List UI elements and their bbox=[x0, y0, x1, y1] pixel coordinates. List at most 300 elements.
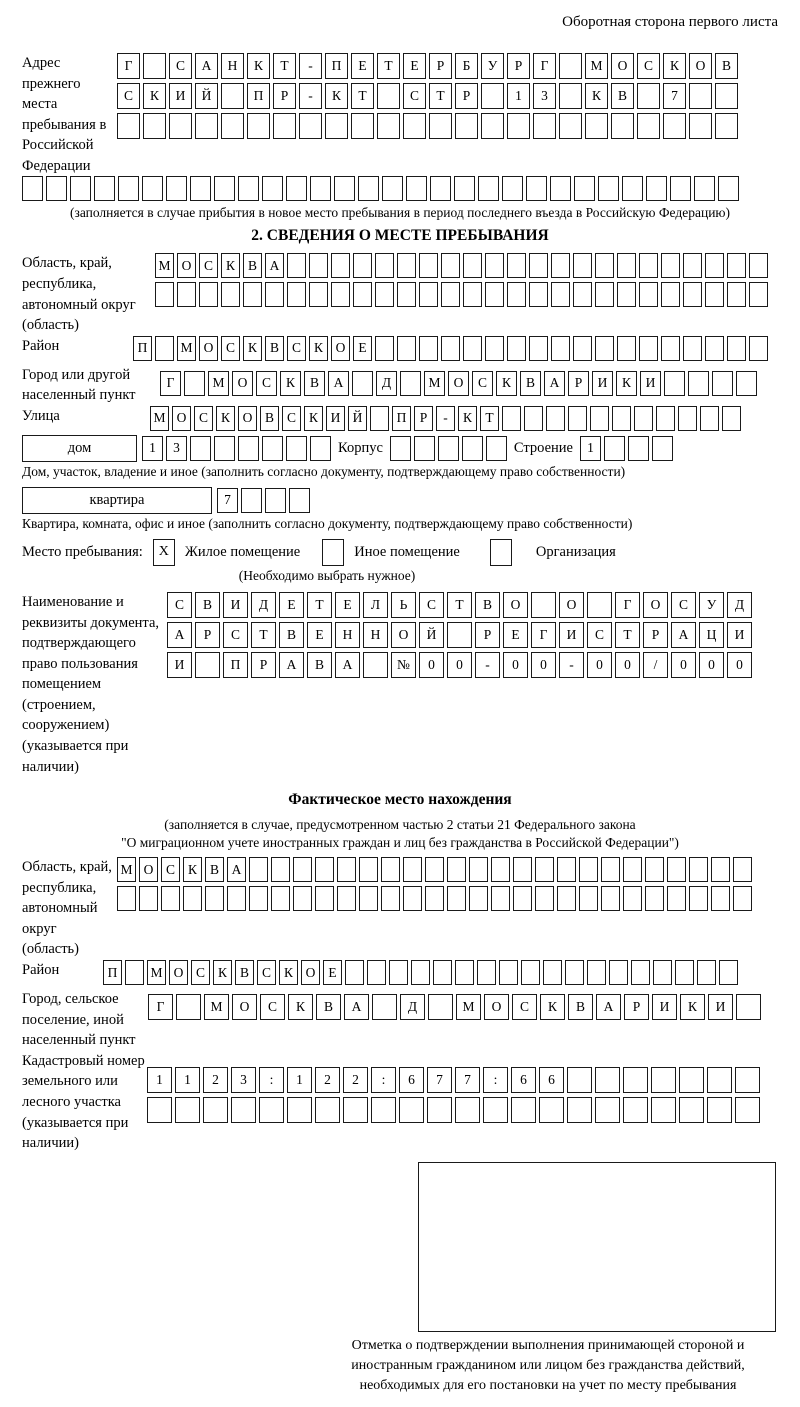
char-cell[interactable] bbox=[117, 113, 140, 139]
char-cell[interactable] bbox=[352, 371, 373, 396]
char-cell[interactable] bbox=[529, 282, 548, 307]
char-cell[interactable]: П bbox=[133, 336, 152, 361]
char-cell[interactable] bbox=[661, 253, 680, 278]
char-cell[interactable]: Е bbox=[279, 592, 304, 618]
char-cell[interactable] bbox=[483, 1097, 508, 1123]
char-cell[interactable] bbox=[463, 282, 482, 307]
char-cell[interactable] bbox=[694, 176, 715, 201]
char-cell[interactable]: А bbox=[328, 371, 349, 396]
char-cell[interactable]: С bbox=[637, 53, 660, 79]
char-cell[interactable] bbox=[441, 282, 460, 307]
char-cell[interactable]: В bbox=[520, 371, 541, 396]
char-cell[interactable] bbox=[139, 886, 158, 911]
other-premises-checkbox[interactable] bbox=[322, 539, 344, 566]
char-cell[interactable] bbox=[749, 336, 768, 361]
char-cell[interactable] bbox=[46, 176, 67, 201]
char-cell[interactable]: К bbox=[458, 406, 477, 431]
char-cell[interactable] bbox=[507, 113, 530, 139]
char-cell[interactable] bbox=[639, 282, 658, 307]
char-cell[interactable] bbox=[94, 176, 115, 201]
char-cell[interactable] bbox=[667, 857, 686, 882]
char-cell[interactable] bbox=[221, 113, 244, 139]
char-cell[interactable] bbox=[462, 436, 483, 461]
char-cell[interactable]: К bbox=[243, 336, 262, 361]
char-cell[interactable] bbox=[559, 53, 582, 79]
char-cell[interactable] bbox=[683, 336, 702, 361]
char-cell[interactable]: О bbox=[169, 960, 188, 985]
char-cell[interactable] bbox=[271, 857, 290, 882]
char-cell[interactable] bbox=[469, 857, 488, 882]
char-cell[interactable] bbox=[679, 1097, 704, 1123]
char-cell[interactable] bbox=[579, 857, 598, 882]
char-cell[interactable] bbox=[595, 253, 614, 278]
char-cell[interactable] bbox=[334, 176, 355, 201]
char-cell[interactable]: - bbox=[475, 652, 500, 678]
char-cell[interactable] bbox=[711, 886, 730, 911]
char-cell[interactable] bbox=[727, 282, 746, 307]
char-cell[interactable] bbox=[125, 960, 144, 985]
char-cell[interactable]: С bbox=[472, 371, 493, 396]
char-cell[interactable]: С bbox=[191, 960, 210, 985]
char-cell[interactable] bbox=[507, 253, 526, 278]
char-cell[interactable] bbox=[169, 113, 192, 139]
char-cell[interactable]: В bbox=[307, 652, 332, 678]
char-cell[interactable] bbox=[623, 857, 642, 882]
char-cell[interactable]: 1 bbox=[142, 436, 163, 461]
char-cell[interactable]: 1 bbox=[147, 1067, 172, 1093]
char-cell[interactable] bbox=[557, 886, 576, 911]
char-cell[interactable] bbox=[382, 176, 403, 201]
char-cell[interactable] bbox=[249, 886, 268, 911]
char-cell[interactable] bbox=[567, 1097, 592, 1123]
char-cell[interactable] bbox=[455, 1097, 480, 1123]
char-cell[interactable]: И bbox=[326, 406, 345, 431]
char-cell[interactable] bbox=[481, 83, 504, 109]
char-cell[interactable] bbox=[623, 1097, 648, 1123]
char-cell[interactable] bbox=[675, 960, 694, 985]
char-cell[interactable] bbox=[331, 282, 350, 307]
char-cell[interactable]: О bbox=[484, 994, 509, 1020]
char-cell[interactable]: Д bbox=[727, 592, 752, 618]
char-cell[interactable] bbox=[551, 253, 570, 278]
char-cell[interactable] bbox=[22, 176, 43, 201]
char-cell[interactable]: М bbox=[155, 253, 174, 278]
char-cell[interactable] bbox=[310, 436, 331, 461]
char-cell[interactable]: Д bbox=[251, 592, 276, 618]
char-cell[interactable] bbox=[287, 253, 306, 278]
char-cell[interactable] bbox=[259, 1097, 284, 1123]
char-cell[interactable] bbox=[155, 336, 174, 361]
char-cell[interactable]: Г bbox=[531, 622, 556, 648]
char-cell[interactable]: Т bbox=[377, 53, 400, 79]
char-cell[interactable]: Т bbox=[351, 83, 374, 109]
char-cell[interactable] bbox=[195, 652, 220, 678]
char-cell[interactable] bbox=[653, 960, 672, 985]
char-cell[interactable] bbox=[299, 113, 322, 139]
char-cell[interactable]: И bbox=[167, 652, 192, 678]
char-cell[interactable] bbox=[663, 113, 686, 139]
char-cell[interactable]: К bbox=[325, 83, 348, 109]
char-cell[interactable] bbox=[273, 113, 296, 139]
char-cell[interactable]: О bbox=[199, 336, 218, 361]
char-cell[interactable] bbox=[735, 1097, 760, 1123]
char-cell[interactable]: : bbox=[259, 1067, 284, 1093]
char-cell[interactable] bbox=[700, 406, 719, 431]
char-cell[interactable]: О bbox=[177, 253, 196, 278]
char-cell[interactable] bbox=[414, 436, 435, 461]
char-cell[interactable] bbox=[161, 886, 180, 911]
char-cell[interactable] bbox=[661, 282, 680, 307]
char-cell[interactable]: 3 bbox=[231, 1067, 256, 1093]
char-cell[interactable] bbox=[486, 436, 507, 461]
char-cell[interactable] bbox=[579, 886, 598, 911]
char-cell[interactable] bbox=[441, 336, 460, 361]
char-cell[interactable]: С bbox=[221, 336, 240, 361]
char-cell[interactable]: Р bbox=[475, 622, 500, 648]
char-cell[interactable] bbox=[271, 886, 290, 911]
char-cell[interactable] bbox=[546, 406, 565, 431]
char-cell[interactable] bbox=[689, 886, 708, 911]
char-cell[interactable]: К bbox=[304, 406, 323, 431]
char-cell[interactable]: И bbox=[640, 371, 661, 396]
char-cell[interactable] bbox=[117, 886, 136, 911]
char-cell[interactable]: К bbox=[280, 371, 301, 396]
char-cell[interactable] bbox=[455, 113, 478, 139]
char-cell[interactable] bbox=[337, 857, 356, 882]
char-cell[interactable] bbox=[265, 282, 284, 307]
char-cell[interactable] bbox=[543, 960, 562, 985]
char-cell[interactable] bbox=[397, 336, 416, 361]
char-cell[interactable] bbox=[707, 1067, 732, 1093]
char-cell[interactable] bbox=[705, 336, 724, 361]
char-cell[interactable]: Г bbox=[615, 592, 640, 618]
char-cell[interactable]: 2 bbox=[203, 1067, 228, 1093]
char-cell[interactable]: Т bbox=[429, 83, 452, 109]
char-cell[interactable] bbox=[359, 857, 378, 882]
char-cell[interactable]: Р bbox=[568, 371, 589, 396]
char-cell[interactable] bbox=[353, 253, 372, 278]
char-cell[interactable] bbox=[573, 336, 592, 361]
char-cell[interactable] bbox=[521, 960, 540, 985]
char-cell[interactable]: К bbox=[279, 960, 298, 985]
char-cell[interactable] bbox=[715, 83, 738, 109]
char-cell[interactable] bbox=[238, 176, 259, 201]
char-cell[interactable]: А bbox=[596, 994, 621, 1020]
char-cell[interactable] bbox=[485, 282, 504, 307]
char-cell[interactable] bbox=[585, 113, 608, 139]
char-cell[interactable] bbox=[419, 253, 438, 278]
char-cell[interactable]: С bbox=[257, 960, 276, 985]
char-cell[interactable] bbox=[601, 857, 620, 882]
char-cell[interactable] bbox=[667, 886, 686, 911]
char-cell[interactable]: М bbox=[424, 371, 445, 396]
char-cell[interactable]: Т bbox=[480, 406, 499, 431]
char-cell[interactable]: А bbox=[671, 622, 696, 648]
char-cell[interactable]: О bbox=[232, 371, 253, 396]
char-cell[interactable]: Д bbox=[376, 371, 397, 396]
char-cell[interactable] bbox=[646, 176, 667, 201]
char-cell[interactable] bbox=[397, 282, 416, 307]
char-cell[interactable] bbox=[411, 960, 430, 985]
char-cell[interactable]: К bbox=[663, 53, 686, 79]
char-cell[interactable] bbox=[637, 113, 660, 139]
char-cell[interactable] bbox=[477, 960, 496, 985]
char-cell[interactable]: О bbox=[559, 592, 584, 618]
char-cell[interactable]: Т bbox=[447, 592, 472, 618]
char-cell[interactable]: О bbox=[391, 622, 416, 648]
char-cell[interactable] bbox=[683, 253, 702, 278]
char-cell[interactable] bbox=[441, 253, 460, 278]
char-cell[interactable] bbox=[231, 1097, 256, 1123]
char-cell[interactable]: Г bbox=[160, 371, 181, 396]
char-cell[interactable]: Е bbox=[323, 960, 342, 985]
char-cell[interactable] bbox=[718, 176, 739, 201]
char-cell[interactable] bbox=[262, 176, 283, 201]
char-cell[interactable]: С bbox=[199, 253, 218, 278]
char-cell[interactable]: 0 bbox=[615, 652, 640, 678]
char-cell[interactable] bbox=[190, 436, 211, 461]
char-cell[interactable] bbox=[241, 488, 262, 513]
char-cell[interactable] bbox=[535, 886, 554, 911]
char-cell[interactable]: Е bbox=[307, 622, 332, 648]
char-cell[interactable] bbox=[345, 960, 364, 985]
char-cell[interactable] bbox=[491, 857, 510, 882]
char-cell[interactable]: А bbox=[167, 622, 192, 648]
char-cell[interactable]: К bbox=[213, 960, 232, 985]
char-cell[interactable] bbox=[559, 113, 582, 139]
char-cell[interactable]: А bbox=[544, 371, 565, 396]
char-cell[interactable] bbox=[481, 113, 504, 139]
char-cell[interactable] bbox=[425, 857, 444, 882]
char-cell[interactable] bbox=[175, 1097, 200, 1123]
char-cell[interactable] bbox=[199, 282, 218, 307]
char-cell[interactable]: К bbox=[221, 253, 240, 278]
char-cell[interactable] bbox=[617, 253, 636, 278]
char-cell[interactable] bbox=[623, 886, 642, 911]
char-cell[interactable] bbox=[634, 406, 653, 431]
char-cell[interactable] bbox=[749, 253, 768, 278]
char-cell[interactable] bbox=[221, 282, 240, 307]
char-cell[interactable]: О bbox=[448, 371, 469, 396]
char-cell[interactable] bbox=[511, 1097, 536, 1123]
char-cell[interactable] bbox=[507, 282, 526, 307]
char-cell[interactable] bbox=[524, 406, 543, 431]
char-cell[interactable] bbox=[557, 857, 576, 882]
char-cell[interactable] bbox=[419, 282, 438, 307]
char-cell[interactable] bbox=[221, 83, 244, 109]
char-cell[interactable]: 0 bbox=[587, 652, 612, 678]
char-cell[interactable]: - bbox=[559, 652, 584, 678]
char-cell[interactable]: О bbox=[172, 406, 191, 431]
char-cell[interactable] bbox=[733, 886, 752, 911]
char-cell[interactable] bbox=[403, 113, 426, 139]
char-cell[interactable]: О bbox=[689, 53, 712, 79]
char-cell[interactable]: М bbox=[147, 960, 166, 985]
char-cell[interactable] bbox=[670, 176, 691, 201]
char-cell[interactable]: 1 bbox=[175, 1067, 200, 1093]
char-cell[interactable]: Ц bbox=[699, 622, 724, 648]
char-cell[interactable]: Й bbox=[419, 622, 444, 648]
char-cell[interactable] bbox=[227, 886, 246, 911]
char-cell[interactable]: С bbox=[223, 622, 248, 648]
char-cell[interactable]: В bbox=[475, 592, 500, 618]
char-cell[interactable] bbox=[533, 113, 556, 139]
char-cell[interactable] bbox=[381, 857, 400, 882]
char-cell[interactable] bbox=[539, 1097, 564, 1123]
char-cell[interactable] bbox=[595, 336, 614, 361]
char-cell[interactable] bbox=[705, 282, 724, 307]
char-cell[interactable]: № bbox=[391, 652, 416, 678]
char-cell[interactable]: О bbox=[238, 406, 257, 431]
char-cell[interactable]: И bbox=[223, 592, 248, 618]
char-cell[interactable] bbox=[502, 176, 523, 201]
char-cell[interactable]: 6 bbox=[399, 1067, 424, 1093]
char-cell[interactable]: 7 bbox=[217, 488, 238, 513]
char-cell[interactable] bbox=[377, 113, 400, 139]
char-cell[interactable] bbox=[551, 336, 570, 361]
char-cell[interactable] bbox=[722, 406, 741, 431]
char-cell[interactable]: К bbox=[216, 406, 235, 431]
char-cell[interactable] bbox=[697, 960, 716, 985]
char-cell[interactable] bbox=[325, 113, 348, 139]
char-cell[interactable]: В bbox=[568, 994, 593, 1020]
char-cell[interactable] bbox=[375, 253, 394, 278]
char-cell[interactable] bbox=[727, 253, 746, 278]
char-cell[interactable] bbox=[377, 83, 400, 109]
char-cell[interactable] bbox=[736, 994, 761, 1020]
char-cell[interactable]: И bbox=[592, 371, 613, 396]
char-cell[interactable] bbox=[567, 1067, 592, 1093]
char-cell[interactable]: Р bbox=[251, 652, 276, 678]
char-cell[interactable] bbox=[609, 960, 628, 985]
char-cell[interactable] bbox=[372, 994, 397, 1020]
char-cell[interactable] bbox=[118, 176, 139, 201]
char-cell[interactable] bbox=[70, 176, 91, 201]
char-cell[interactable]: И bbox=[169, 83, 192, 109]
char-cell[interactable]: Н bbox=[335, 622, 360, 648]
char-cell[interactable] bbox=[623, 1067, 648, 1093]
char-cell[interactable]: - bbox=[299, 53, 322, 79]
char-cell[interactable] bbox=[559, 83, 582, 109]
char-cell[interactable] bbox=[454, 176, 475, 201]
char-cell[interactable]: Е bbox=[353, 336, 372, 361]
char-cell[interactable]: И bbox=[708, 994, 733, 1020]
char-cell[interactable] bbox=[184, 371, 205, 396]
char-cell[interactable]: Ь bbox=[391, 592, 416, 618]
char-cell[interactable]: М bbox=[208, 371, 229, 396]
char-cell[interactable]: С bbox=[587, 622, 612, 648]
char-cell[interactable] bbox=[595, 282, 614, 307]
char-cell[interactable] bbox=[433, 960, 452, 985]
char-cell[interactable]: Е bbox=[335, 592, 360, 618]
char-cell[interactable] bbox=[343, 1097, 368, 1123]
char-cell[interactable] bbox=[425, 886, 444, 911]
char-cell[interactable] bbox=[715, 113, 738, 139]
char-cell[interactable] bbox=[265, 488, 286, 513]
char-cell[interactable]: К bbox=[288, 994, 313, 1020]
char-cell[interactable]: Т bbox=[615, 622, 640, 648]
char-cell[interactable]: М bbox=[177, 336, 196, 361]
char-cell[interactable] bbox=[315, 857, 334, 882]
char-cell[interactable]: О bbox=[139, 857, 158, 882]
char-cell[interactable] bbox=[499, 960, 518, 985]
char-cell[interactable] bbox=[363, 652, 388, 678]
char-cell[interactable]: 0 bbox=[671, 652, 696, 678]
char-cell[interactable] bbox=[689, 113, 712, 139]
char-cell[interactable]: П bbox=[392, 406, 411, 431]
char-cell[interactable]: Е bbox=[503, 622, 528, 648]
char-cell[interactable] bbox=[143, 113, 166, 139]
char-cell[interactable]: А bbox=[265, 253, 284, 278]
organization-checkbox[interactable] bbox=[490, 539, 512, 566]
char-cell[interactable] bbox=[711, 857, 730, 882]
char-cell[interactable]: О bbox=[643, 592, 668, 618]
char-cell[interactable]: М bbox=[117, 857, 136, 882]
char-cell[interactable] bbox=[628, 436, 649, 461]
char-cell[interactable] bbox=[631, 960, 650, 985]
char-cell[interactable]: В bbox=[243, 253, 262, 278]
char-cell[interactable] bbox=[587, 960, 606, 985]
char-cell[interactable] bbox=[370, 406, 389, 431]
char-cell[interactable] bbox=[337, 886, 356, 911]
char-cell[interactable] bbox=[639, 253, 658, 278]
char-cell[interactable]: Г bbox=[148, 994, 173, 1020]
char-cell[interactable]: О bbox=[503, 592, 528, 618]
char-cell[interactable] bbox=[678, 406, 697, 431]
char-cell[interactable]: П bbox=[247, 83, 270, 109]
char-cell[interactable] bbox=[645, 886, 664, 911]
char-cell[interactable]: В bbox=[260, 406, 279, 431]
char-cell[interactable] bbox=[183, 886, 202, 911]
char-cell[interactable] bbox=[403, 857, 422, 882]
char-cell[interactable] bbox=[205, 886, 224, 911]
char-cell[interactable]: 1 bbox=[580, 436, 601, 461]
char-cell[interactable] bbox=[526, 176, 547, 201]
char-cell[interactable] bbox=[166, 176, 187, 201]
char-cell[interactable]: - bbox=[299, 83, 322, 109]
char-cell[interactable]: О bbox=[611, 53, 634, 79]
char-cell[interactable]: К bbox=[247, 53, 270, 79]
char-cell[interactable] bbox=[293, 857, 312, 882]
char-cell[interactable] bbox=[243, 282, 262, 307]
char-cell[interactable] bbox=[381, 886, 400, 911]
char-cell[interactable] bbox=[664, 371, 685, 396]
char-cell[interactable]: Е bbox=[403, 53, 426, 79]
char-cell[interactable]: С bbox=[169, 53, 192, 79]
char-cell[interactable]: 0 bbox=[447, 652, 472, 678]
char-cell[interactable] bbox=[651, 1067, 676, 1093]
char-cell[interactable] bbox=[617, 336, 636, 361]
char-cell[interactable] bbox=[661, 336, 680, 361]
char-cell[interactable] bbox=[447, 622, 472, 648]
char-cell[interactable] bbox=[438, 436, 459, 461]
char-cell[interactable] bbox=[601, 886, 620, 911]
char-cell[interactable]: И bbox=[559, 622, 584, 648]
char-cell[interactable] bbox=[551, 282, 570, 307]
char-cell[interactable]: 1 bbox=[507, 83, 530, 109]
char-cell[interactable] bbox=[428, 994, 453, 1020]
char-cell[interactable]: У bbox=[699, 592, 724, 618]
char-cell[interactable]: В bbox=[316, 994, 341, 1020]
char-cell[interactable]: М bbox=[150, 406, 169, 431]
char-cell[interactable]: С bbox=[287, 336, 306, 361]
char-cell[interactable]: Н bbox=[221, 53, 244, 79]
char-cell[interactable] bbox=[604, 436, 625, 461]
char-cell[interactable] bbox=[611, 113, 634, 139]
char-cell[interactable] bbox=[400, 371, 421, 396]
char-cell[interactable] bbox=[399, 1097, 424, 1123]
char-cell[interactable] bbox=[315, 1097, 340, 1123]
